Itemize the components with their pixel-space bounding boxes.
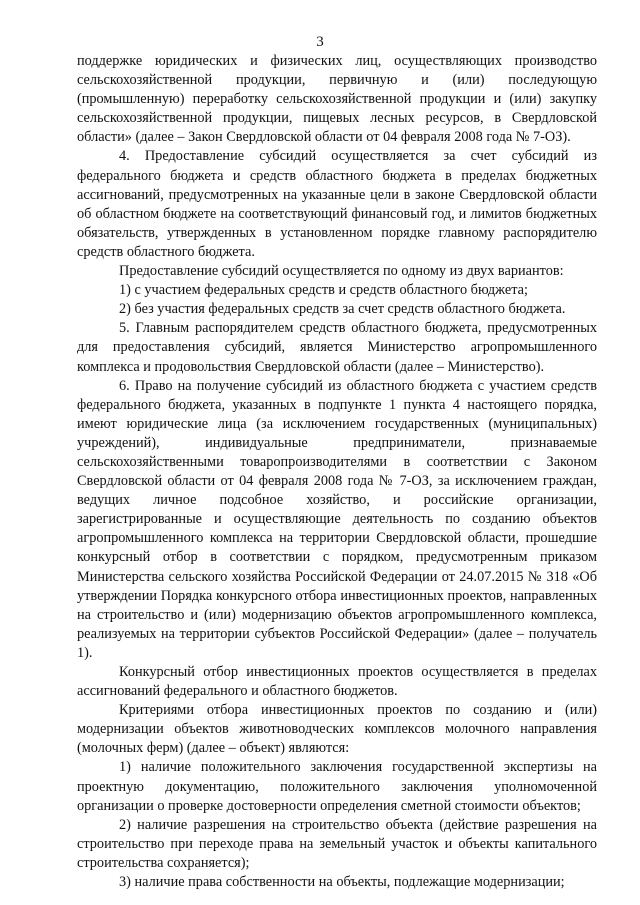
criterion-2: 2) наличие разрешения на строительство объекта (действие разрешения на строительство при переходе права на земельный участок и объекты капитального строительства сохраняется); (77, 816, 597, 871)
paragraph-variants-intro: Предоставление субсидий осуществляется по одному из двух вариантов: (119, 263, 564, 280)
criterion-3: 3) наличие права собственности на объекты, подлежащие модернизации; (119, 874, 565, 891)
paragraph-4-funding: 4. Предоставление субсидий осуществляется за счет субсидий из федерального бюджета и средств областного бюджета в пределах бюджетных ассигнований, предусмотренных на указанные цели в законе Свердловской области об областном бюджете на соответствующий финансовый год, и лимитов бюджетных обязательств, утвержденных в установленном порядке главному распорядителю средств областного бюджета. (77, 148, 597, 260)
document-body (77, 52, 597, 892)
paragraph-5-ministry: 5. Главным распорядителем средств областного бюджета, предусмотренных для предоставления субсидий, является Министерство агропромышленного комплекса и продовольствия Свердловской области (далее – Министерство). (77, 320, 597, 375)
paragraph-criteria-intro: Критериями отбора инвестиционных проектов по созданию и (или) модернизации объектов животноводческих комплексов молочного направления (молочных ферм) (далее – объект) являются: (77, 702, 597, 757)
paragraph-6-recipients: 6. Право на получение субсидий из областного бюджета с участием средств федерального бюджета, указанных в подпункте 1 пункта 4 настоящего порядка, имеют юридические лица (за исключением государственных (муниципальных) учреждений), индивидуальные предприниматели, признаваемые сельскохозяйственными товаропроизводителями в соответствии с Законом Свердловской области от 04 февраля 2008 года № 7-ОЗ, за исключением граждан, ведущих личное подсобное хозяйство, и российские организации, зарегистрированные и осуществляющие деятельность по созданию объектов агропромышленного комплекса на территории Свердловской области, прошедшие конкурсный отбор в соответствии с порядком, предусмотренным приказом Министерства сельского хозяйства Российской Федерации от 24.07.2015 № 318 «Об утверждении Порядка конкурсного отбора инвестиционных проектов, направленных на строительство и (или) модернизацию объектов агропромышленного комплекса, реализуемых на территории субъектов Российской Федерации» (далее – получатель 1). (77, 377, 597, 661)
variant-2: 2) без участия федеральных средств за счет средств областного бюджета. (119, 301, 566, 318)
variant-1: 1) с участием федеральных средств и средств областного бюджета; (119, 282, 528, 299)
criterion-1: 1) наличие положительного заключения государственной экспертизы на проектную документацию, положительного заключения уполномоченной организации о проверке достоверности определения сметной стоимости объектов; (77, 759, 597, 814)
paragraph-competitive-selection: Конкурсный отбор инвестиционных проектов осуществляется в пределах ассигнований федерального и областного бюджетов. (77, 664, 597, 700)
paragraph-law-reference: поддержке юридических и физических лиц, осуществляющих производство сельскохозяйственной продукции, первичную и (или) последующую (промышленную) переработку сельскохозяйственной продукции и (или) закупку сельскохозяйственной продукции, пищевых лесных ресурсов, в Свердловской области» (далее – Закон Свердловской области от 04 февраля 2008 года № 7-ОЗ). (77, 53, 597, 146)
page-number: 3 (316, 34, 324, 50)
